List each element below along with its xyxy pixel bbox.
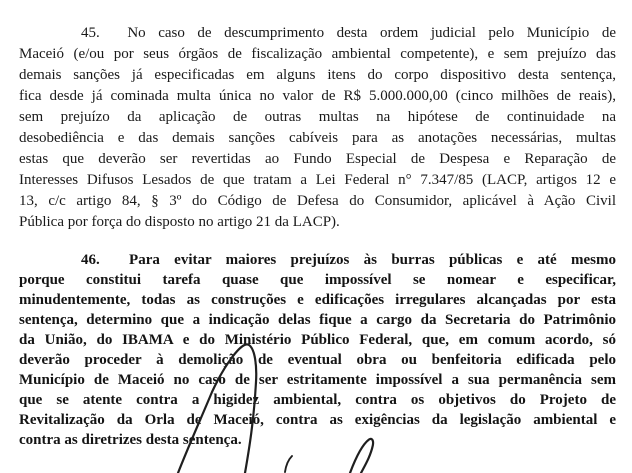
text-line: Interesses Difusos Lesados de que tratam a Lei Federal n° 7.347/85 (LACP, artigos 12 e [19, 172, 616, 188]
text-line: sentença, determino que a indicação delas fique a cargo da Secretaria do Patrimônio [19, 312, 616, 328]
text-line-content: Para evitar maiores prejuízos às burras públicas e até mesmo [129, 252, 616, 268]
text-line-content: No caso de descumprimento desta ordem judicial pelo Município de [127, 25, 617, 41]
text-line: Município de Maceió no caso de ser estritamente impossível a sua permanência sem [19, 372, 616, 388]
paragraph-number: 45. [81, 25, 100, 41]
text-line: porque constitui tarefa quase que impossível se nomear e especificar, [19, 272, 616, 288]
paragraph-number: 46. [81, 252, 100, 268]
text-line: que se atente contra a higidez ambiental, contra os objetivos do Projeto de [19, 392, 616, 408]
text-line: Maceió (e/ou por seus órgãos de fiscalização ambiental competente), e sem prejuízo das [19, 46, 616, 62]
text-line [19, 250, 616, 270]
text-line: da União, do IBAMA e do Ministério Público Federal, que, em comum acordo, só [19, 332, 616, 348]
text-line: sem prejuízo da aplicação de outras multas na hipótese de continuidade na [19, 109, 616, 125]
text-line: demais sanções já especificadas em alguns itens do corpo dispositivo desta sentença, [19, 67, 616, 83]
signature-stroke-tick [285, 456, 292, 472]
text-line: desobediência e das demais sanções cabíveis para as anotações necessárias, multas [19, 130, 616, 146]
text-line [19, 23, 616, 44]
text-line: fica desde já cominada multa única no valor de R$ 5.000.000,00 (cinco milhões de reais), [19, 88, 616, 104]
text-line: estas que deverão ser revertidas ao Fundo Especial de Despesa e Reparação de [19, 151, 616, 167]
paragraph-46 [19, 250, 616, 450]
text-line: Pública por força do disposto no artigo 21 da LACP). [19, 214, 340, 230]
text-line: contra as diretrizes desta sentença. [19, 432, 242, 448]
paragraph-45 [19, 23, 616, 233]
text-line: minudentemente, todas as construções e edificações irregulares alcançadas por esta [19, 292, 616, 308]
text-line: Revitalização da Orla de Maceió, contra as exigências da legislação ambiental e [19, 412, 616, 428]
text-line: 13, c/c artigo 84, § 3º do Código de Defesa do Consumidor, aplicável à Ação Civil [19, 193, 616, 209]
text-line: deverão proceder à demolição de eventual obra ou benfeitoria edificada pelo [19, 352, 616, 368]
